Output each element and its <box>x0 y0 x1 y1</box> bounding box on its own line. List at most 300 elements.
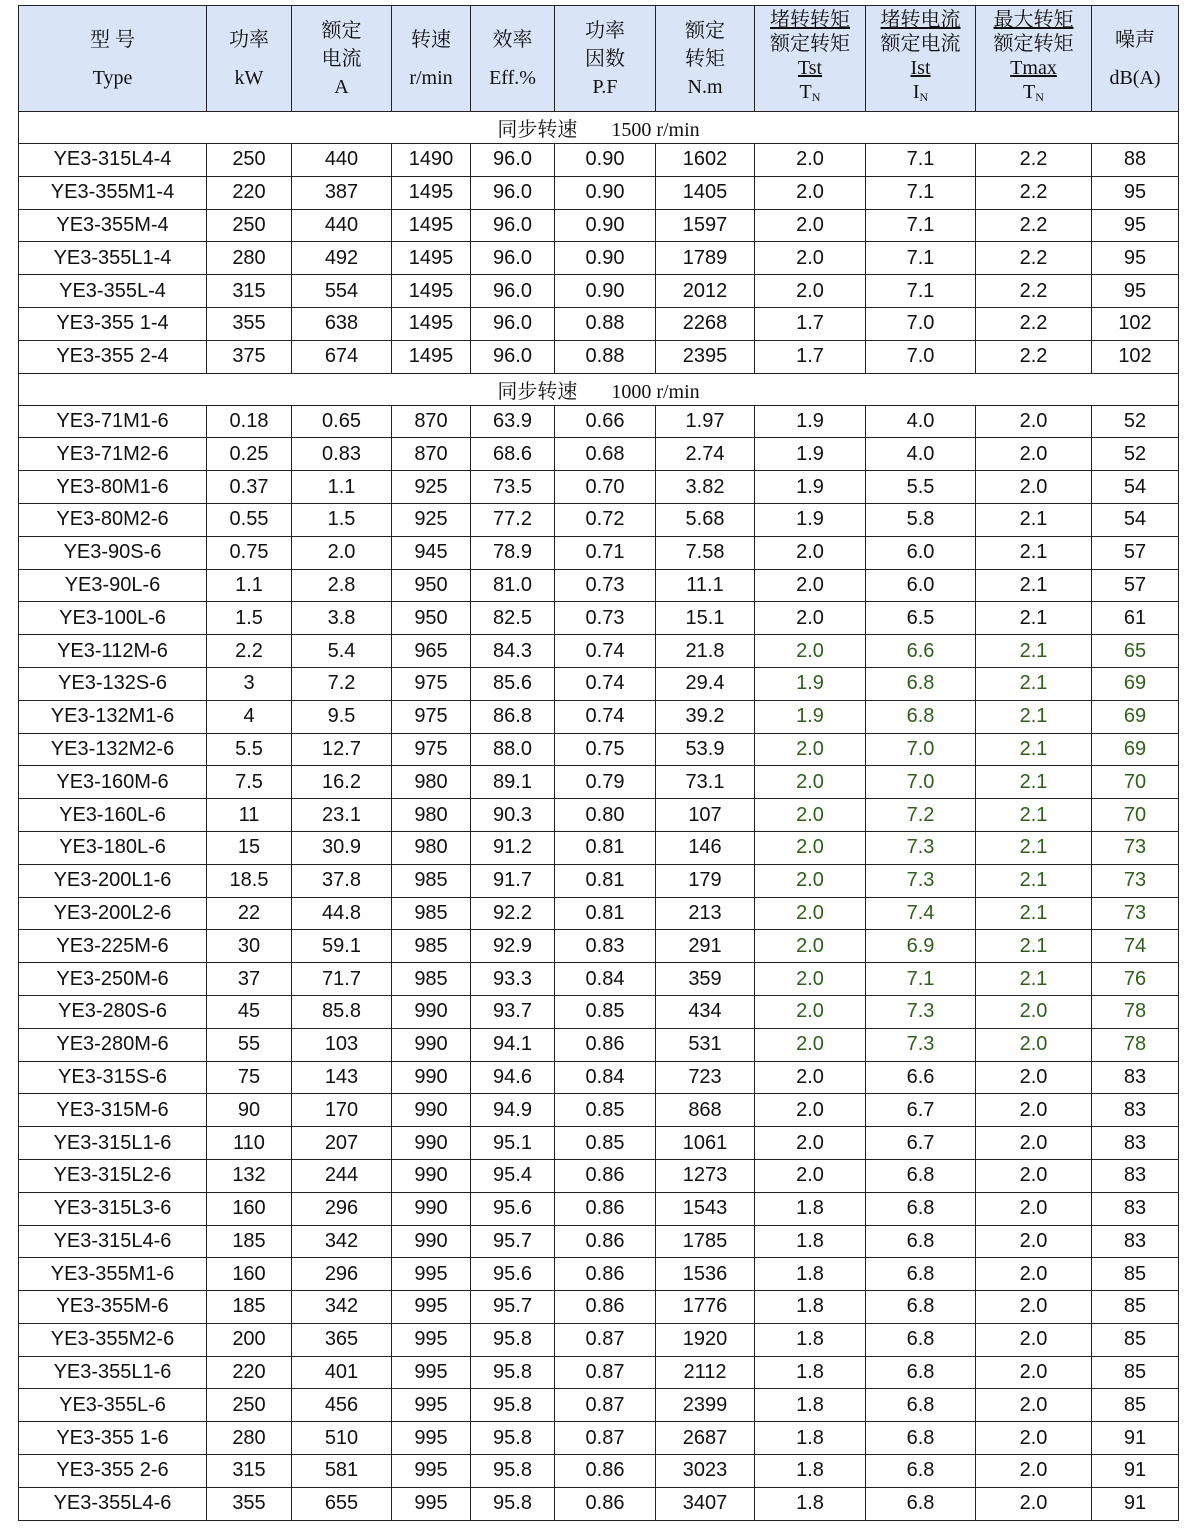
cell-current: 103 <box>292 1028 392 1061</box>
header-torque-cn2: 转矩 <box>685 47 725 70</box>
cell-pf: 0.86 <box>555 1455 656 1488</box>
table-row <box>19 1061 1179 1094</box>
cell-tmax-ratio: 2.2 <box>976 144 1092 177</box>
cell-current: 71.7 <box>292 963 392 996</box>
cell-speed: 1495 <box>392 275 471 308</box>
cell-eff: 78.9 <box>471 536 555 569</box>
cell-type: YE3-355L4-6 <box>19 1487 207 1520</box>
cell-current: 1.5 <box>292 503 392 536</box>
cell-current: 244 <box>292 1159 392 1192</box>
cell-pf: 0.86 <box>555 1291 656 1324</box>
section-label-prefix: 同步转速 <box>497 380 578 403</box>
table-row <box>19 667 1179 700</box>
cell-pf: 0.70 <box>555 471 656 504</box>
table-row <box>19 242 1179 275</box>
cell-torque: 73.1 <box>656 766 755 799</box>
cell-torque: 213 <box>656 897 755 930</box>
header-ist-num: Ist <box>910 57 931 79</box>
cell-tmax-ratio: 2.2 <box>976 307 1092 340</box>
cell-ist-ratio: 7.3 <box>866 995 976 1028</box>
cell-power: 220 <box>207 176 292 209</box>
cell-power: 45 <box>207 995 292 1028</box>
cell-speed: 950 <box>392 569 471 602</box>
cell-tst-ratio: 2.0 <box>755 831 866 864</box>
header-power-cn: 功率 <box>229 28 269 51</box>
cell-noise: 83 <box>1092 1159 1179 1192</box>
cell-power: 18.5 <box>207 864 292 897</box>
cell-tst-ratio: 1.8 <box>755 1487 866 1520</box>
cell-pf: 0.86 <box>555 1159 656 1192</box>
cell-ist-ratio: 6.8 <box>866 1291 976 1324</box>
header-type <box>19 6 207 112</box>
cell-pf: 0.83 <box>555 930 656 963</box>
cell-speed: 870 <box>392 438 471 471</box>
cell-torque: 1405 <box>656 176 755 209</box>
header-type-en: Type <box>92 66 133 89</box>
cell-torque: 868 <box>656 1094 755 1127</box>
motor-spec-table <box>18 5 1179 1521</box>
header-speed <box>392 6 471 112</box>
cell-noise: 83 <box>1092 1094 1179 1127</box>
cell-tmax-ratio: 2.0 <box>976 1225 1092 1258</box>
cell-torque: 146 <box>656 831 755 864</box>
header-tmax-den <box>976 80 1091 109</box>
cell-power: 200 <box>207 1323 292 1356</box>
cell-tst-ratio: 2.0 <box>755 635 866 668</box>
cell-current: 655 <box>292 1487 392 1520</box>
cell-eff: 77.2 <box>471 503 555 536</box>
cell-noise: 52 <box>1092 438 1179 471</box>
cell-torque: 53.9 <box>656 733 755 766</box>
cell-tmax-ratio: 2.1 <box>976 700 1092 733</box>
cell-eff: 95.6 <box>471 1192 555 1225</box>
cell-pf: 0.73 <box>555 569 656 602</box>
cell-tmax-ratio: 2.1 <box>976 503 1092 536</box>
cell-ist-ratio: 7.3 <box>866 864 976 897</box>
cell-type: YE3-315S-6 <box>19 1061 207 1094</box>
cell-noise: 78 <box>1092 1028 1179 1061</box>
cell-ist-ratio: 7.0 <box>866 733 976 766</box>
cell-torque: 1061 <box>656 1127 755 1160</box>
header-power <box>207 6 292 112</box>
cell-ist-ratio: 6.8 <box>866 1159 976 1192</box>
cell-power: 315 <box>207 1455 292 1488</box>
header-eff <box>471 6 555 112</box>
cell-tst-ratio: 2.0 <box>755 209 866 242</box>
header-ist-den-sub: N <box>919 90 929 104</box>
cell-noise: 69 <box>1092 700 1179 733</box>
cell-pf: 0.66 <box>555 405 656 438</box>
cell-type: YE3-71M1-6 <box>19 405 207 438</box>
cell-ist-ratio: 6.8 <box>866 1422 976 1455</box>
cell-pf: 0.84 <box>555 963 656 996</box>
cell-speed: 985 <box>392 864 471 897</box>
cell-ist-ratio: 6.8 <box>866 667 976 700</box>
cell-current: 440 <box>292 209 392 242</box>
cell-type: YE3-315L1-6 <box>19 1127 207 1160</box>
cell-power: 250 <box>207 1389 292 1422</box>
cell-speed: 995 <box>392 1356 471 1389</box>
cell-torque: 1785 <box>656 1225 755 1258</box>
cell-eff: 93.7 <box>471 995 555 1028</box>
cell-tmax-ratio: 2.2 <box>976 275 1092 308</box>
cell-pf: 0.90 <box>555 209 656 242</box>
cell-eff: 96.0 <box>471 275 555 308</box>
cell-pf: 0.90 <box>555 144 656 177</box>
cell-tmax-ratio: 2.0 <box>976 1127 1092 1160</box>
cell-current: 0.65 <box>292 405 392 438</box>
cell-speed: 945 <box>392 536 471 569</box>
cell-ist-ratio: 4.0 <box>866 405 976 438</box>
table-row <box>19 1291 1179 1324</box>
cell-ist-ratio: 7.1 <box>866 176 976 209</box>
cell-tst-ratio: 2.0 <box>755 275 866 308</box>
cell-type: YE3-315L3-6 <box>19 1192 207 1225</box>
cell-pf: 0.87 <box>555 1389 656 1422</box>
cell-speed: 1495 <box>392 307 471 340</box>
cell-type: YE3-225M-6 <box>19 930 207 963</box>
cell-tst-ratio: 1.9 <box>755 471 866 504</box>
cell-type: YE3-355L-4 <box>19 275 207 308</box>
cell-speed: 975 <box>392 667 471 700</box>
cell-speed: 1495 <box>392 176 471 209</box>
cell-ist-ratio: 6.0 <box>866 569 976 602</box>
cell-pf: 0.86 <box>555 1192 656 1225</box>
cell-type: YE3-315M-6 <box>19 1094 207 1127</box>
cell-ist-ratio: 7.0 <box>866 766 976 799</box>
header-speed-cn: 转速 <box>411 28 451 51</box>
cell-eff: 93.3 <box>471 963 555 996</box>
cell-speed: 870 <box>392 405 471 438</box>
cell-noise: 69 <box>1092 733 1179 766</box>
cell-speed: 1495 <box>392 209 471 242</box>
cell-eff: 95.8 <box>471 1487 555 1520</box>
cell-ist-ratio: 7.1 <box>866 209 976 242</box>
cell-torque: 359 <box>656 963 755 996</box>
cell-type: YE3-315L2-6 <box>19 1159 207 1192</box>
cell-noise: 52 <box>1092 405 1179 438</box>
cell-speed: 990 <box>392 1127 471 1160</box>
cell-power: 1.1 <box>207 569 292 602</box>
header-tst-cn2: 额定转矩 <box>770 33 850 55</box>
cell-power: 11 <box>207 799 292 832</box>
cell-tmax-ratio: 2.1 <box>976 635 1092 668</box>
table-row <box>19 144 1179 177</box>
header-tmax-den-sub: N <box>1035 90 1044 104</box>
cell-speed: 1490 <box>392 144 471 177</box>
cell-tst-ratio: 1.8 <box>755 1258 866 1291</box>
cell-ist-ratio: 7.3 <box>866 831 976 864</box>
cell-ist-ratio: 4.0 <box>866 438 976 471</box>
cell-torque: 7.58 <box>656 536 755 569</box>
header-speed-unit: r/min <box>409 66 453 89</box>
cell-eff: 89.1 <box>471 766 555 799</box>
cell-pf: 0.88 <box>555 307 656 340</box>
section-label-prefix: 同步转速 <box>497 119 578 141</box>
table-row <box>19 831 1179 864</box>
cell-torque: 2395 <box>656 340 755 373</box>
cell-torque: 29.4 <box>656 667 755 700</box>
cell-noise: 57 <box>1092 536 1179 569</box>
cell-eff: 95.7 <box>471 1225 555 1258</box>
cell-eff: 96.0 <box>471 209 555 242</box>
cell-eff: 91.2 <box>471 831 555 864</box>
cell-power: 5.5 <box>207 733 292 766</box>
header-torque <box>656 6 755 112</box>
section-row <box>19 112 1179 144</box>
cell-eff: 96.0 <box>471 242 555 275</box>
cell-tst-ratio: 2.0 <box>755 733 866 766</box>
cell-torque: 291 <box>656 930 755 963</box>
cell-torque: 1536 <box>656 1258 755 1291</box>
header-tst-den-sub: N <box>811 90 821 104</box>
cell-noise: 95 <box>1092 275 1179 308</box>
cell-torque: 3023 <box>656 1455 755 1488</box>
section-label-speed: 1500 r/min <box>611 119 700 141</box>
cell-type: YE3-132M2-6 <box>19 733 207 766</box>
cell-tmax-ratio: 2.0 <box>976 1323 1092 1356</box>
cell-tmax-ratio: 2.0 <box>976 1159 1092 1192</box>
cell-power: 2.2 <box>207 635 292 668</box>
cell-tmax-ratio: 2.0 <box>976 405 1092 438</box>
cell-noise: 85 <box>1092 1389 1179 1422</box>
cell-noise: 69 <box>1092 667 1179 700</box>
cell-tmax-ratio: 2.0 <box>976 1455 1092 1488</box>
cell-current: 170 <box>292 1094 392 1127</box>
cell-type: YE3-80M1-6 <box>19 471 207 504</box>
cell-eff: 96.0 <box>471 307 555 340</box>
cell-eff: 95.7 <box>471 1291 555 1324</box>
cell-torque: 1602 <box>656 144 755 177</box>
cell-noise: 85 <box>1092 1258 1179 1291</box>
cell-eff: 82.5 <box>471 602 555 635</box>
cell-power: 0.37 <box>207 471 292 504</box>
cell-eff: 95.6 <box>471 1258 555 1291</box>
cell-tst-ratio: 2.0 <box>755 799 866 832</box>
table-row <box>19 340 1179 373</box>
cell-current: 365 <box>292 1323 392 1356</box>
cell-ist-ratio: 6.8 <box>866 1487 976 1520</box>
cell-type: YE3-280S-6 <box>19 995 207 1028</box>
cell-tmax-ratio: 2.1 <box>976 963 1092 996</box>
table-row <box>19 503 1179 536</box>
table-row <box>19 275 1179 308</box>
cell-speed: 980 <box>392 799 471 832</box>
cell-current: 3.8 <box>292 602 392 635</box>
table-row <box>19 1094 1179 1127</box>
cell-tmax-ratio: 2.1 <box>976 864 1092 897</box>
cell-eff: 95.1 <box>471 1127 555 1160</box>
cell-tst-ratio: 2.0 <box>755 144 866 177</box>
cell-pf: 0.85 <box>555 995 656 1028</box>
cell-tst-ratio: 2.0 <box>755 963 866 996</box>
cell-tmax-ratio: 2.0 <box>976 1094 1092 1127</box>
table-row <box>19 635 1179 668</box>
cell-noise: 91 <box>1092 1487 1179 1520</box>
cell-speed: 925 <box>392 503 471 536</box>
cell-ist-ratio: 6.6 <box>866 635 976 668</box>
header-row <box>19 6 1179 112</box>
cell-torque: 1.97 <box>656 405 755 438</box>
cell-speed: 990 <box>392 1028 471 1061</box>
cell-type: YE3-355L1-6 <box>19 1356 207 1389</box>
cell-noise: 85 <box>1092 1291 1179 1324</box>
cell-type: YE3-80M2-6 <box>19 503 207 536</box>
table-row <box>19 799 1179 832</box>
cell-power: 1.5 <box>207 602 292 635</box>
cell-tmax-ratio: 2.0 <box>976 1028 1092 1061</box>
header-tmax-cn2: 额定转矩 <box>993 33 1074 55</box>
cell-type: YE3-160L-6 <box>19 799 207 832</box>
cell-torque: 3.82 <box>656 471 755 504</box>
cell-eff: 92.9 <box>471 930 555 963</box>
cell-tmax-ratio: 2.1 <box>976 897 1092 930</box>
cell-torque: 179 <box>656 864 755 897</box>
header-pf-unit: P.F <box>592 75 618 98</box>
header-ist-cn1: 堵转电流 <box>880 9 961 31</box>
cell-speed: 990 <box>392 1061 471 1094</box>
cell-tmax-ratio: 2.0 <box>976 1487 1092 1520</box>
table-row <box>19 1225 1179 1258</box>
table-row <box>19 733 1179 766</box>
cell-torque: 5.68 <box>656 503 755 536</box>
table-row <box>19 405 1179 438</box>
cell-type: YE3-90L-6 <box>19 569 207 602</box>
cell-pf: 0.87 <box>555 1422 656 1455</box>
cell-torque: 107 <box>656 799 755 832</box>
cell-power: 132 <box>207 1159 292 1192</box>
cell-power: 110 <box>207 1127 292 1160</box>
cell-noise: 74 <box>1092 930 1179 963</box>
cell-current: 456 <box>292 1389 392 1422</box>
cell-power: 75 <box>207 1061 292 1094</box>
cell-tst-ratio: 1.8 <box>755 1389 866 1422</box>
header-ist-cn2: 额定电流 <box>880 33 961 55</box>
cell-speed: 995 <box>392 1487 471 1520</box>
cell-torque: 21.8 <box>656 635 755 668</box>
header-noise <box>1092 6 1179 112</box>
cell-tmax-ratio: 2.0 <box>976 1422 1092 1455</box>
cell-power: 160 <box>207 1258 292 1291</box>
table-row <box>19 536 1179 569</box>
cell-noise: 54 <box>1092 503 1179 536</box>
cell-eff: 96.0 <box>471 340 555 373</box>
cell-noise: 91 <box>1092 1455 1179 1488</box>
cell-speed: 1495 <box>392 340 471 373</box>
header-tst-den <box>755 80 865 109</box>
table-row <box>19 1192 1179 1225</box>
header-ist-den <box>866 80 975 109</box>
cell-current: 2.8 <box>292 569 392 602</box>
cell-ist-ratio: 6.8 <box>866 1192 976 1225</box>
cell-tmax-ratio: 2.1 <box>976 831 1092 864</box>
table-row <box>19 766 1179 799</box>
cell-pf: 0.74 <box>555 700 656 733</box>
cell-tst-ratio: 1.9 <box>755 700 866 733</box>
header-current-cn1: 额定 <box>321 19 362 42</box>
table-row <box>19 897 1179 930</box>
cell-ist-ratio: 7.4 <box>866 897 976 930</box>
cell-torque: 2.74 <box>656 438 755 471</box>
cell-eff: 68.6 <box>471 438 555 471</box>
table-row <box>19 700 1179 733</box>
cell-tst-ratio: 2.0 <box>755 1028 866 1061</box>
header-tmax-den-main: T <box>1023 81 1036 103</box>
cell-ist-ratio: 7.1 <box>866 144 976 177</box>
cell-tst-ratio: 2.0 <box>755 1159 866 1192</box>
cell-power: 375 <box>207 340 292 373</box>
cell-noise: 83 <box>1092 1127 1179 1160</box>
header-current <box>292 6 392 112</box>
cell-torque: 2687 <box>656 1422 755 1455</box>
cell-pf: 0.74 <box>555 635 656 668</box>
cell-pf: 0.90 <box>555 242 656 275</box>
table-row <box>19 1455 1179 1488</box>
cell-current: 510 <box>292 1422 392 1455</box>
cell-ist-ratio: 6.7 <box>866 1094 976 1127</box>
cell-pf: 0.88 <box>555 340 656 373</box>
cell-type: YE3-355 1-4 <box>19 307 207 340</box>
cell-tst-ratio: 2.0 <box>755 536 866 569</box>
cell-torque: 11.1 <box>656 569 755 602</box>
cell-current: 16.2 <box>292 766 392 799</box>
cell-noise: 57 <box>1092 569 1179 602</box>
cell-eff: 94.9 <box>471 1094 555 1127</box>
cell-eff: 95.8 <box>471 1323 555 1356</box>
table-row <box>19 176 1179 209</box>
cell-ist-ratio: 6.8 <box>866 1455 976 1488</box>
cell-torque: 1789 <box>656 242 755 275</box>
cell-tst-ratio: 2.0 <box>755 930 866 963</box>
header-power-unit: kW <box>234 66 264 89</box>
cell-speed: 990 <box>392 995 471 1028</box>
table-row <box>19 995 1179 1028</box>
cell-speed: 995 <box>392 1323 471 1356</box>
cell-current: 296 <box>292 1192 392 1225</box>
cell-pf: 0.73 <box>555 602 656 635</box>
table-row <box>19 569 1179 602</box>
cell-speed: 990 <box>392 1225 471 1258</box>
cell-type: YE3-355M-6 <box>19 1291 207 1324</box>
table-row <box>19 1487 1179 1520</box>
cell-tmax-ratio: 2.2 <box>976 242 1092 275</box>
cell-eff: 96.0 <box>471 176 555 209</box>
cell-pf: 0.86 <box>555 1225 656 1258</box>
header-current-unit: A <box>334 75 349 98</box>
cell-type: YE3-71M2-6 <box>19 438 207 471</box>
cell-speed: 985 <box>392 930 471 963</box>
table-row <box>19 1159 1179 1192</box>
cell-pf: 0.84 <box>555 1061 656 1094</box>
cell-speed: 990 <box>392 1192 471 1225</box>
table-row <box>19 307 1179 340</box>
table-row <box>19 438 1179 471</box>
section-row <box>19 373 1179 405</box>
cell-tmax-ratio: 2.1 <box>976 667 1092 700</box>
cell-ist-ratio: 6.0 <box>866 536 976 569</box>
cell-power: 280 <box>207 242 292 275</box>
cell-noise: 102 <box>1092 340 1179 373</box>
header-torque-cn1: 额定 <box>685 19 725 42</box>
cell-speed: 925 <box>392 471 471 504</box>
cell-speed: 1495 <box>392 242 471 275</box>
cell-ist-ratio: 5.8 <box>866 503 976 536</box>
cell-tst-ratio: 2.0 <box>755 1127 866 1160</box>
cell-type: YE3-250M-6 <box>19 963 207 996</box>
table-row <box>19 864 1179 897</box>
cell-tmax-ratio: 2.1 <box>976 733 1092 766</box>
table-row <box>19 602 1179 635</box>
